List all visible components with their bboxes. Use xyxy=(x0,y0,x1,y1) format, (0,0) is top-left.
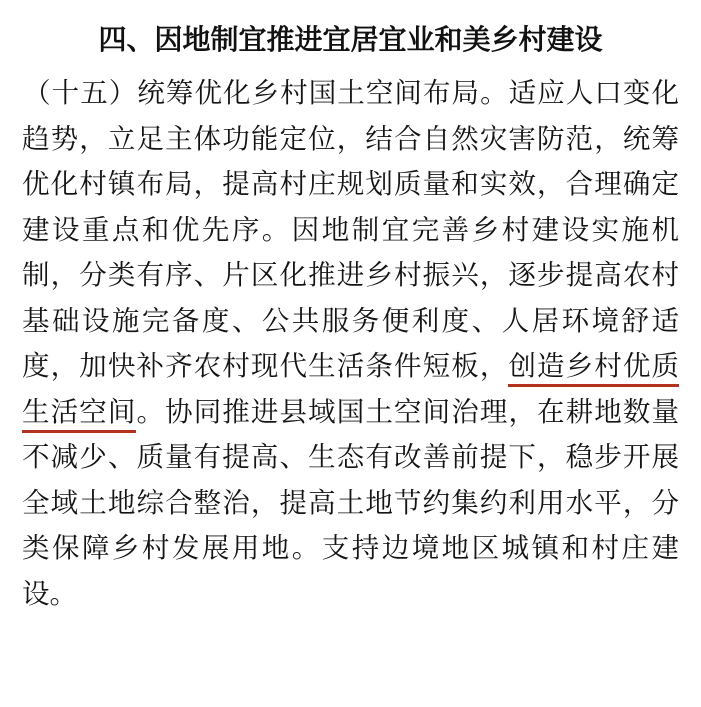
highlighted-phrase: 创造乡村优质生活空间 xyxy=(22,350,679,433)
body-paragraph xyxy=(22,71,679,617)
paragraph-lead-text: （十五）统筹优化乡村国土空间布局。适应人口变化趋势，立足主体功能定位，结合自然灾害防范，统筹优化村镇布局，提高村庄规划质量和实效，合理确定建设重点和优先序。因地制宜完善乡村建设实施机制，分类有序、片区化推进乡村振兴，逐步提高农村基础设施完备度、公共服务便利度、人居环境舒适度，加快补齐农村现代生活条件短板， xyxy=(22,77,679,382)
paragraph-tail-text: 。协同推进县域国土空间治理，在耕地数量不减少、质量有提高、生态有改善前提下，稳步开展全域土地综合整治，提高土地节约集约利用水平，分类保障乡村发展用地。支持边境地区城镇和村庄建设。 xyxy=(22,395,680,610)
page-title: 四、因地制宜推进宜居宜业和美乡村建设 xyxy=(98,23,603,56)
